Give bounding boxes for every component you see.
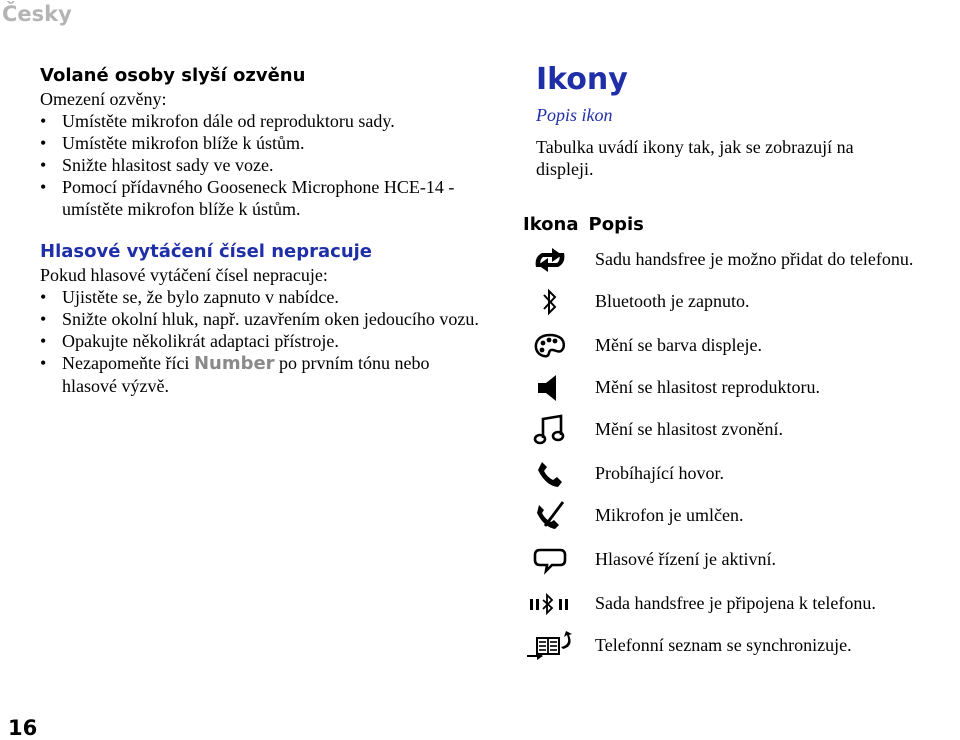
right-column xyxy=(536,60,956,180)
speaker-icon xyxy=(520,370,580,406)
page-number: 16 xyxy=(8,716,38,740)
phonebook-sync-icon xyxy=(520,628,580,664)
list-item: • Ujistěte se, že bylo zapnuto v nabídce. xyxy=(40,286,480,308)
bullet-text-start: Nezapomeňte říci xyxy=(62,353,194,373)
music-note-icon xyxy=(520,412,580,448)
language-label: Česky xyxy=(2,2,72,26)
table-row xyxy=(520,586,960,622)
icon-column-header: Ikona xyxy=(523,214,579,235)
voice-dial-section xyxy=(40,240,480,397)
icons-subtitle: Popis ikon xyxy=(536,105,613,125)
icons-heading: Ikony xyxy=(536,62,628,97)
table-row xyxy=(520,412,960,448)
number-command: Number xyxy=(193,353,275,374)
voice-dial-intro: Pokud hlasové vytáčení čísel nepracuje: xyxy=(40,265,328,285)
palette-icon xyxy=(520,328,580,364)
handsfree-connected-icon xyxy=(520,586,580,622)
table-cell: Sadu handsfree je možno přidat do telefonu. xyxy=(595,249,914,269)
echo-heading: Volané osoby slyší ozvěnu xyxy=(40,65,306,86)
left-column xyxy=(40,64,480,397)
table-row xyxy=(520,328,960,364)
bluetooth-icon xyxy=(520,284,580,320)
list-item: • Pomocí přídavného Gooseneck Microphone HCE-14 - umístěte mikrofon blíže k ústům. xyxy=(40,176,480,220)
list-item xyxy=(40,352,480,397)
handsfree-add-icon xyxy=(520,242,580,278)
echo-bullet-list xyxy=(40,110,480,220)
table-row xyxy=(520,242,960,278)
list-item: • Umístěte mikrofon dále od reproduktoru sady. xyxy=(40,110,480,132)
table-cell: Mění se hlasitost reproduktoru. xyxy=(595,377,820,397)
table-row xyxy=(520,370,960,406)
table-row xyxy=(520,284,960,320)
table-cell: Sada handsfree je připojena k telefonu. xyxy=(595,593,876,613)
table-cell: Telefonní seznam se synchronizuje. xyxy=(595,635,852,655)
list-item: • Opakujte několikrát adaptaci přístroje. xyxy=(40,330,480,352)
icons-intro: Tabulka uvádí ikony tak, jak se zobrazují na displeji. xyxy=(536,137,854,179)
speech-bubble-icon xyxy=(520,542,580,578)
description-column-header: Popis xyxy=(588,214,644,235)
microphone-muted-icon xyxy=(520,498,580,534)
list-item: • Snižte hlasitost sady ve voze. xyxy=(40,154,480,176)
table-cell: Probíhající hovor. xyxy=(595,463,724,483)
table-cell: Mění se barva displeje. xyxy=(595,335,762,355)
table-cell: Mění se hlasitost zvonění. xyxy=(595,419,783,439)
table-cell: Bluetooth je zapnuto. xyxy=(595,291,750,311)
echo-section xyxy=(40,64,480,220)
table-row xyxy=(520,498,960,534)
table-row xyxy=(520,628,960,664)
table-cell: Hlasové řízení je aktivní. xyxy=(595,549,776,569)
echo-intro: Omezení ozvěny: xyxy=(40,89,167,109)
list-item: • Umístěte mikrofon blíže k ústům. xyxy=(40,132,480,154)
phone-handset-icon xyxy=(520,456,580,492)
table-cell: Mikrofon je umlčen. xyxy=(595,505,744,525)
list-item: • Snižte okolní hluk, např. uzavřením oken jedoucího vozu. xyxy=(40,308,480,330)
voice-dial-bullet-list xyxy=(40,286,480,397)
bullet-text-end: po prvním tónu nebo hlasové výzvě. xyxy=(62,353,430,396)
table-row xyxy=(520,542,960,578)
icon-table-header xyxy=(523,214,654,235)
voice-dial-heading: Hlasové vytáčení čísel nepracuje xyxy=(40,241,373,262)
table-row xyxy=(520,456,960,492)
